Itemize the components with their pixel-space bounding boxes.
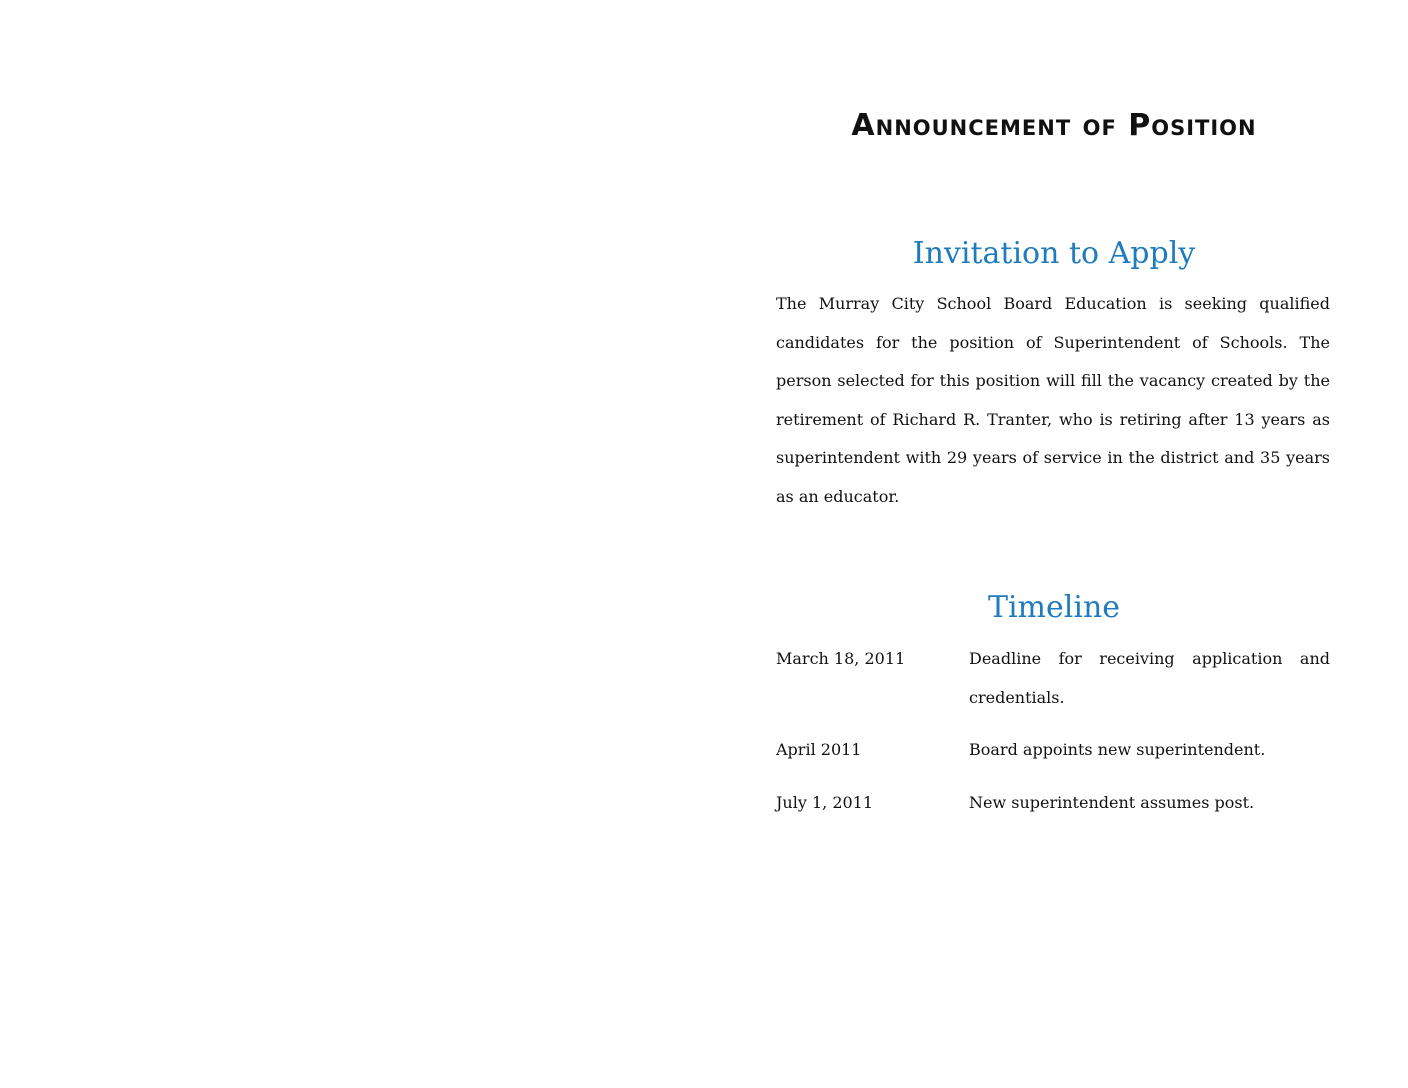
- timeline-date: March 18, 2011: [776, 649, 906, 668]
- timeline-date: April 2011: [776, 740, 862, 759]
- document-title: Announcement of Position: [851, 108, 1257, 143]
- announcement-page: [704, 0, 1408, 1088]
- timeline-event: Deadline for receiving application and credentials.: [969, 649, 1330, 707]
- timeline-heading: Timeline: [987, 590, 1121, 625]
- timeline-list: [776, 640, 1330, 836]
- invitation-heading: Invitation to Apply: [912, 236, 1196, 271]
- timeline-row: [776, 640, 1330, 717]
- timeline-date: July 1, 2011: [776, 792, 874, 812]
- invitation-paragraph: The Murray City School Board Education is seeking qualified candidates for the position of Superintendent of Schools. The person selected for this position will fill the vacancy created by the retirement of Richard R. Tranter, who is retiring after 13 years as superintendent with 29 years of service in the district and 35 years as an educator.: [776, 294, 1330, 506]
- timeline-event: Board appoints new superintendent.: [969, 740, 1266, 759]
- timeline-row: [776, 731, 1330, 770]
- timeline-row: [776, 784, 1330, 823]
- timeline-event: New superintendent assumes post.: [969, 792, 1255, 812]
